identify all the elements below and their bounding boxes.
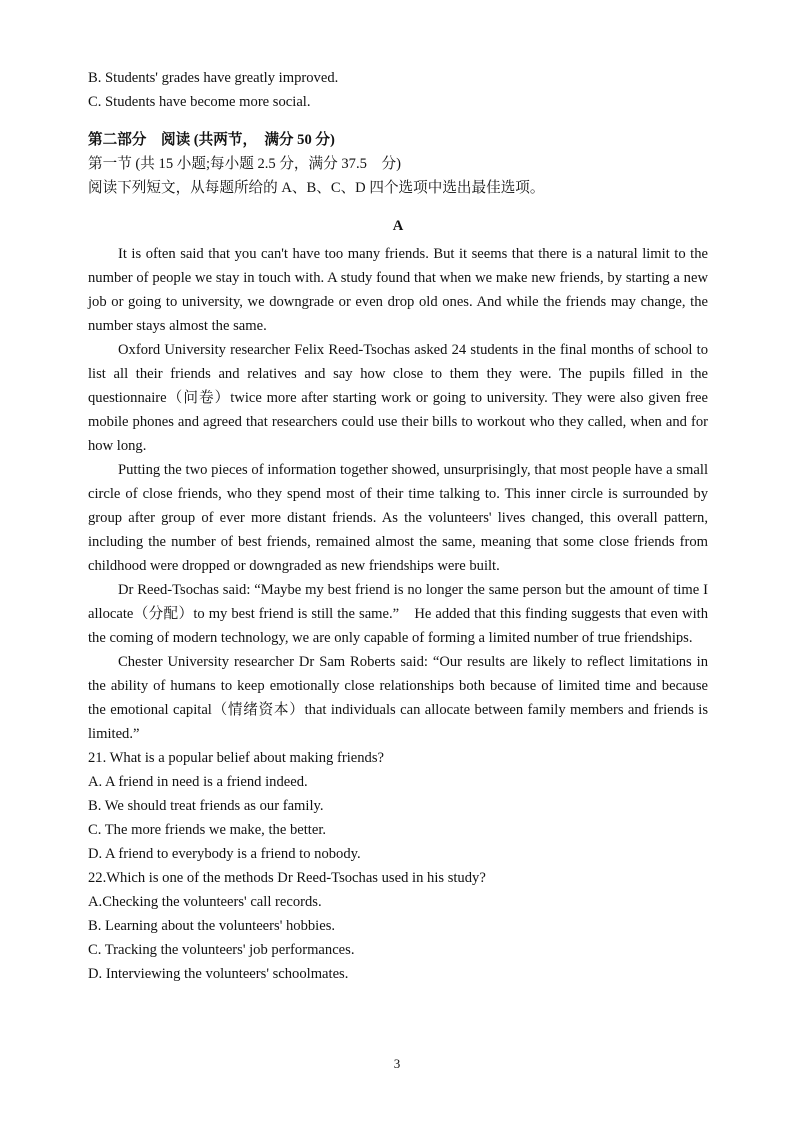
section-subtitle: 第一节 (共 15 小题;每小题 2.5 分，满分 37.5 分)	[88, 156, 401, 172]
question-21-option-c: C. The more friends we make, the better.	[88, 822, 327, 838]
question-22-option-b: B. Learning about the volunteers' hobbies.	[88, 918, 336, 934]
passage-paragraph-3: Putting the two pieces of information together showed, unsurprisingly, that most people have a small circle of close friends, who they spend most of their time talking to. This inner circle is surrounded by group after group of ever more distant friends. As the volunteers' lives changed, this overall pattern, including the number of best friends, remained almost the same, meaning that some close friends from childhood were dropped or downgraded as new friendships were built.	[88, 462, 708, 574]
question-22-option-d: D. Interviewing the volunteers' schoolmates.	[88, 966, 349, 982]
question-21-stem: 21. What is a popular belief about making friends?	[88, 750, 384, 766]
section-instruction: 阅读下列短文，从每题所给的 A、B、C、D 四个选项中选出最佳选项。	[88, 180, 545, 196]
question-22-option-c: C. Tracking the volunteers' job performances.	[88, 942, 355, 958]
question-21-option-a: A. A friend in need is a friend indeed.	[88, 774, 308, 790]
page-content	[88, 66, 708, 986]
question-21-option-b: B. We should treat friends as our family.	[88, 798, 324, 814]
previous-option-b: B. Students' grades have greatly improved.	[88, 70, 339, 86]
previous-option-c: C. Students have become more social.	[88, 94, 311, 110]
passage-paragraph-1: It is often said that you can't have too many friends. But it seems that there is a natural limit to the number of people we stay in touch with. A study found that when we make new friends, by starting a new job or going to university, we downgrade or even drop old ones. And while the friends may change, the number stays almost the same.	[88, 246, 708, 334]
question-22-stem: 22.Which is one of the methods Dr Reed-Tsochas used in his study?	[88, 870, 486, 886]
passage-paragraph-2: Oxford University researcher Felix Reed-Tsochas asked 24 students in the final months of school to list all their friends and relatives and say how close to them they were. The pupils filled in the questionnaire（问卷）twice more after starting work or going to university. They were also given free mobile phones and agreed that researchers could use their bills to workout who they called, when and for how long.	[88, 342, 708, 454]
page-number: 3	[393, 1056, 401, 1071]
passage-paragraph-4: Dr Reed-Tsochas said: “Maybe my best friend is no longer the same person but the amount of time I allocate（分配）to my best friend is still the same.” He added that this finding suggests that even with the coming of modern technology, we are only capable of forming a limited number of true friendships.	[88, 582, 708, 646]
passage-label: A	[392, 218, 404, 234]
question-21-option-d: D. A friend to everybody is a friend to nobody.	[88, 846, 361, 862]
question-22-option-a: A.Checking the volunteers' call records.	[88, 894, 322, 910]
passage-paragraph-5: Chester University researcher Dr Sam Roberts said: “Our results are likely to reflect limitations in the ability of humans to keep emotionally close relationships both because of limited time and because the emotional capital（情绪资本）that individuals can allocate between family members and friends is limited.”	[88, 654, 708, 742]
section-title: 第二部分 阅读 (共两节， 满分 50 分)	[88, 132, 335, 148]
